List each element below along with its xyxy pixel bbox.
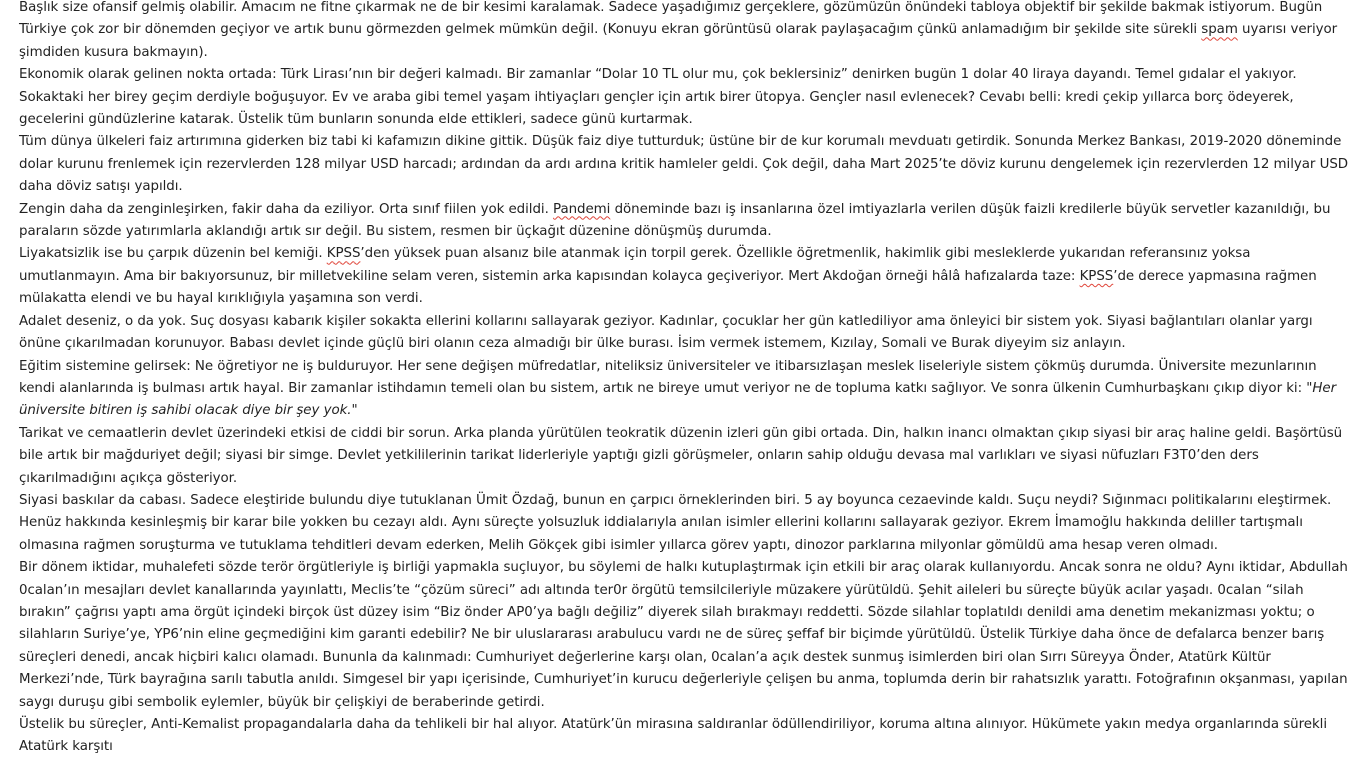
paragraph-text: Zengin daha da zenginleşirken, fakir daha da eziliyor. Orta sınıf fiilen yok edildi. xyxy=(19,201,549,217)
spellcheck-word: spam xyxy=(1201,22,1238,38)
paragraph-text: ’de derece yapmasına rağmen mülakatta elendi ve bu hayal kırıklığıyla yaşamına son verdi. xyxy=(19,268,1317,307)
paragraph-text: döneminde bazı iş insanlarına özel imtiyazlarla verilen düşük faizli kredilerle büyük servetler kazanıldığı, bu paraların sözde yatırımlarla aklandığı artık sır değil. Bu sistem, resmen bir üçkağıt düzenine dönüşmüş durumda. xyxy=(19,201,1331,240)
paragraph-anti-kemalist: Üstelik bu süreçler, Anti-Kemalist propagandalarla daha da tehlikeli bir hal alıyor. Atatürk’ün mirasına saldıranlar ödüllendiriliyor, koruma altına alınıyor. Hükümete yakın medya organlarında sürekli Atatürk karşıtı xyxy=(19,717,1327,755)
paragraph-merit xyxy=(19,243,1352,310)
paragraph-interest-rates: Tüm dünya ülkeleri faiz artırımına giderken biz tabi ki kafamızın dikine gittik. Düşük faiz diye tutturduk; üstüne bir de kur korumalı mevduatı getirdik. Sonunda Merkez Bankası, 2019-2020 döneminde dolar kurunu frenlemek için rezervlerden 128 milyar USD harcadı; ardından da ardı ardına kritik hamleler geldi. Çok değil, daha Mart 2025’te döviz kurunu dengelemek için rezervlerden 12 milyar USD daha döviz satışı yapıldı. xyxy=(19,134,1349,195)
paragraph-text: ’den yüksek puan alsanız bile atanmak için torpil gerek. Özellikle öğretmenlik, hakimlik gibi mesleklerde yukarıdan referansınız yoksa umutlanmayın. Ama bir bakıyorsunuz, bir milletvekiline selam veren, sistemin arka kapısından kolayca geçiveriyor. Mert Akdoğan örneği hâlâ hafızalarda taze: xyxy=(19,246,1251,284)
paragraph-text: Eğitim sistemine gelirsek: Ne öğretiyor ne iş bulduruyor. Her sene değişen müfredatlar, niteliksiz üniversiteler ve itibarsızlaşan meslek liseleriyle sistem çökmüş durumda. Üniversite mezunlarının kendi alanlarında iş bulması artık hayal. Bir zamanlar istihdamın temeli olan bu sistem, artık ne bireye umut veriyor ne de topluma katkı sağlıyor. Ve sonra ülkenin Cumhurbaşkanı çıkıp diyor ki: xyxy=(19,358,1317,396)
paragraph-text: Başlık size ofansif gelmiş olabilir. Amacım ne fitne çıkarmak ne de bir kesimi karalamak. Sadece yaşadığımız gerçeklere, gözümüzün önündeki tabloya objektif bir şekilde bakmak istiyorum. Bugün Türkiye çok zor bir dönemden geçiyor ve artık bunu görmezden gelmek mümkün değil. (Konuyu ekran görüntüsü olarak paylaşacağım çünkü anlamadığım bir şekilde site sürekli xyxy=(19,0,1323,38)
paragraph-education xyxy=(19,356,1352,423)
paragraph-text: uyarısı veriyor şimdiden kusura bakmayın). xyxy=(19,22,1338,60)
paragraph-religion: Tarikat ve cemaatlerin devlet üzerindeki etkisi de ciddi bir sorun. Arka planda yürütülen teokratik düzenin izleri gün gibi ortada. Din, halkın inancı olmaktan çıkıp siyasi bir araç haline geldi. Başörtüsü bile artık bir mağduriyet değil; siyasi bir simge. Devlet yetkililerinin tarikat liderleriyle yaptığı gizli görüşmeler, onların sahip olduğu devasa mal varlıkları ve siyasi nüfuzları F3T0’den ders çıkarılmadığını açıkça gösteriyor. xyxy=(19,425,1343,486)
spellcheck-word: KPSS xyxy=(326,246,361,262)
paragraph-text: Liyakatsizlik ise bu çarpık düzenin bel kemiği. xyxy=(19,246,323,262)
paragraph-peace-process: Bir dönem iktidar, muhalefeti sözde terör örgütleriyle iş birliği yapmakla suçluyor, bu söylemi de halkı kutuplaştırmak için etkili bir araç olarak kullanıyordu. Ancak sonra ne oldu? Aynı iktidar, Abdullah 0calan’ın mesajları devlet kanallarında yayınlattı, Meclis’te “çözüm süreci” adı altında ter0r örgütü temsilcileriyle müzakere yürütüldü. Şehit aileleri bu süreçte büyük acılar yaşadı. 0calan “silah bırakın” çağrısı yaptı ama örgüt içindeki birçok üst düzey isim “Biz önder AP0’ya bağlı değiliz” diyerek silah bırakmayı reddetti. Sözde silahlar toplatıldı denildi ama denetim mekanizması yoktu; o silahların Suriye’ye, YP6’nin eline geçmediğini kim garanti edebilir? Ne bir uluslararası arabulucu vardı ne de süreç şeffaf bir biçimde yürütüldü. Üstelik Türkiye daha önce de defalarca benzer barış süreçleri denedi, ancak hiçbiri kalıcı olamadı. Bununla da kalınmadı: Cumhuriyet değerlerine karşı olan, 0calan’a açık destek sunmuş isimlerden biri olan Sırrı Süreyya Önder, Atatürk Kültür Merkezi’nde, Türk bayrağına sarılı tabutla anıldı. Simgesel bir yapı içerisinde, Cumhuriyet’in kurucu değerleriyle çelişen bu anma, toplumda derin bir rahatsızlık yarattı. Fotoğrafının okşanması, yapılan saygı duruşu gibi sembolik eylemler, büyük bir çelişkiyi de beraberinde getirdi. xyxy=(19,560,1348,710)
spellcheck-word: KPSS xyxy=(1079,268,1114,284)
paragraph-economy: Ekonomik olarak gelinen nokta ortada: Türk Lirası’nın bir değeri kalmadı. Bir zamanlar “Dolar 10 TL olur mu, çok beklersiniz” denirken bugün 1 dolar 40 liraya dayandı. Temel gıdalar el yakıyor. Sokaktaki her birey geçim derdiyle boğuşuyor. Ev ve araba gibi temel yaşam ihtiyaçları gençler için artık birer ütopya. Gençler nasıl evlenecek? Cevabı belli: kredi çekip yıllarca borç ödeyerek, gecelerini gündüzlerine katarak. Üstelik tüm bunların sonunda elde ettikleri, sadece günü kurtarmak. xyxy=(19,67,1297,128)
paragraph-political-pressure: Siyasi baskılar da cabası. Sadece eleştiride bulundu diye tutuklanan Ümit Özdağ, bunun en çarpıcı örneklerinden biri. 5 ay boyunca cezaevinde kaldı. Suçu neydi? Sığınmacı politikalarını eleştirmek. Henüz hakkında kesinleşmiş bir karar bile yokken bu cezayı aldı. Aynı süreçte yolsuzluk iddialarıyla anılan isimler ellerini kollarını sallayarak geziyor. Ekrem İmamoğlu hakkında deliller tartışmalı olmasına rağmen soruşturma ve tutuklama tehditleri devam ederken, Melih Gökçek gibi isimler yıllarca görev yaptı, dinozor parklarına milyonlar gömüldü ama hesap veren olmadı. xyxy=(19,492,1332,553)
spellcheck-word: Pandemi xyxy=(553,201,611,217)
paragraph-inequality xyxy=(19,199,1352,244)
paragraph-intro xyxy=(19,0,1352,64)
paragraph-justice: Adalet deseniz, o da yok. Suç dosyası kabarık kişiler sokakta ellerini kollarını sallayarak geziyor. Kadınlar, çocuklar her gün katlediliyor ama önleyici bir sistem yok. Siyasi bağlantıları olanlar yargı önüne çıkarılmadan korunuyor. Babası devlet içinde güçlü biri olanın ceza almadığı bir ülke burası. İsim vermek istemem, Kızılay, Somali ve Burak diyeyim siz anlayın. xyxy=(19,313,1313,352)
quote-text: "Her üniversite bitiren iş sahibi olacak diye bir şey yok." xyxy=(19,380,1337,419)
